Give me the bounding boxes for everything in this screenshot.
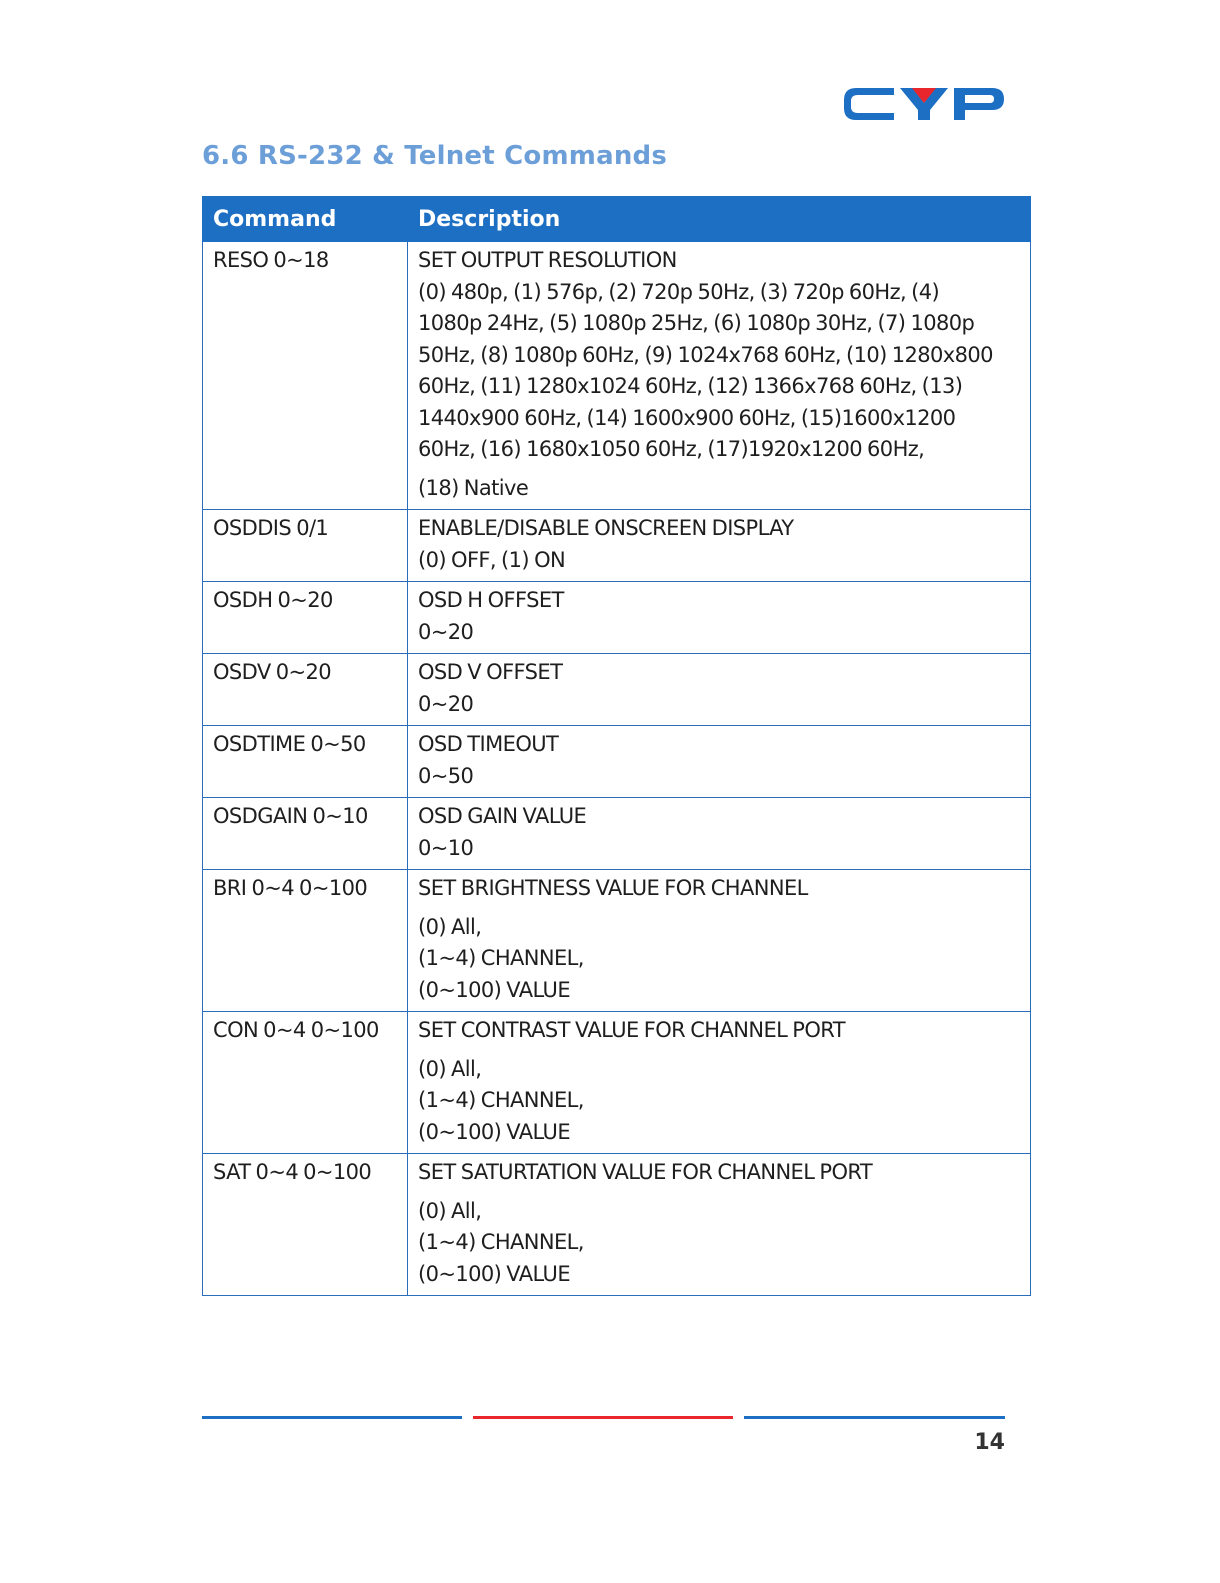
description-line: 50Hz, (8) 1080p 60Hz, (9) 1024x768 60Hz, (10) 1280x800 bbox=[418, 342, 993, 367]
description-cell bbox=[408, 1154, 1031, 1296]
description-cell bbox=[408, 582, 1031, 654]
description-cell bbox=[408, 726, 1031, 798]
table-row bbox=[203, 582, 1031, 654]
description-line: (18) Native bbox=[418, 475, 529, 500]
command-cell: OSDV 0~20 bbox=[203, 654, 408, 726]
description-cell bbox=[408, 654, 1031, 726]
description-line: (0) OFF, (1) ON bbox=[418, 547, 566, 572]
command-table bbox=[202, 196, 1031, 1296]
table-row bbox=[203, 726, 1031, 798]
description-cell bbox=[408, 870, 1031, 1012]
command-cell: RESO 0~18 bbox=[203, 242, 408, 510]
description-line: SET OUTPUT RESOLUTION bbox=[418, 248, 677, 272]
table-row bbox=[203, 1012, 1031, 1154]
description-line: OSD TIMEOUT bbox=[418, 732, 559, 756]
table-row bbox=[203, 510, 1031, 582]
table-row bbox=[203, 798, 1031, 870]
description-line: (1~4) CHANNEL, bbox=[418, 1230, 584, 1254]
description-line: SET CONTRAST VALUE FOR CHANNEL PORT bbox=[418, 1018, 845, 1042]
description-line: (0) All, bbox=[418, 1056, 482, 1081]
description-cell bbox=[408, 242, 1031, 510]
table-row bbox=[203, 870, 1031, 1012]
command-cell: OSDDIS 0/1 bbox=[203, 510, 408, 582]
description-line: (0~100) VALUE bbox=[418, 1261, 570, 1286]
description-line: 60Hz, (11) 1280x1024 60Hz, (12) 1366x768 60Hz, (13) bbox=[418, 374, 963, 398]
header-command: Command bbox=[203, 197, 408, 242]
description-line: 0~10 bbox=[418, 835, 474, 860]
command-cell: OSDTIME 0~50 bbox=[203, 726, 408, 798]
description-line: ENABLE/DISABLE ONSCREEN DISPLAY bbox=[418, 516, 794, 540]
footer-rule-blue-right bbox=[744, 1416, 1005, 1419]
description-line: (0) 480p, (1) 576p, (2) 720p 50Hz, (3) 720p 60Hz, (4) bbox=[418, 279, 940, 304]
command-cell: BRI 0~4 0~100 bbox=[203, 870, 408, 1012]
command-cell: SAT 0~4 0~100 bbox=[203, 1154, 408, 1296]
command-cell: OSDGAIN 0~10 bbox=[203, 798, 408, 870]
page-number: 14 bbox=[974, 1430, 1005, 1455]
description-cell bbox=[408, 510, 1031, 582]
description-line: OSD V OFFSET bbox=[418, 660, 563, 684]
description-cell bbox=[408, 1012, 1031, 1154]
footer-rule-blue-left bbox=[202, 1416, 462, 1419]
table-row bbox=[203, 654, 1031, 726]
footer-rule-red-center bbox=[473, 1416, 733, 1419]
description-line: (0) All, bbox=[418, 1198, 482, 1223]
description-line: OSD H OFFSET bbox=[418, 588, 564, 612]
description-line: (1~4) CHANNEL, bbox=[418, 946, 584, 970]
description-cell bbox=[408, 798, 1031, 870]
description-line: SET SATURTATION VALUE FOR CHANNEL PORT bbox=[418, 1160, 873, 1184]
description-line: 0~20 bbox=[418, 619, 474, 644]
table-header-row bbox=[203, 197, 1031, 242]
description-line: (0~100) VALUE bbox=[418, 1119, 570, 1144]
description-line: (1~4) CHANNEL, bbox=[418, 1088, 584, 1112]
table-row bbox=[203, 242, 1031, 510]
command-cell: CON 0~4 0~100 bbox=[203, 1012, 408, 1154]
description-line: 1440x900 60Hz, (14) 1600x900 60Hz, (15)1600x1200 bbox=[418, 405, 956, 430]
command-cell: OSDH 0~20 bbox=[203, 582, 408, 654]
cyp-logo bbox=[842, 86, 1006, 122]
table-row bbox=[203, 1154, 1031, 1296]
description-line: (0~100) VALUE bbox=[418, 977, 570, 1002]
description-line: 0~50 bbox=[418, 763, 474, 788]
description-line: SET BRIGHTNESS VALUE FOR CHANNEL bbox=[418, 876, 808, 900]
description-line: OSD GAIN VALUE bbox=[418, 804, 587, 828]
section-title: 6.6 RS-232 & Telnet Commands bbox=[202, 141, 668, 171]
header-description: Description bbox=[408, 197, 1031, 242]
description-line: 60Hz, (16) 1680x1050 60Hz, (17)1920x1200 60Hz, bbox=[418, 437, 925, 461]
description-line: 0~20 bbox=[418, 691, 474, 716]
description-line: (0) All, bbox=[418, 914, 482, 939]
description-line: 1080p 24Hz, (5) 1080p 25Hz, (6) 1080p 30Hz, (7) 1080p bbox=[418, 311, 975, 335]
